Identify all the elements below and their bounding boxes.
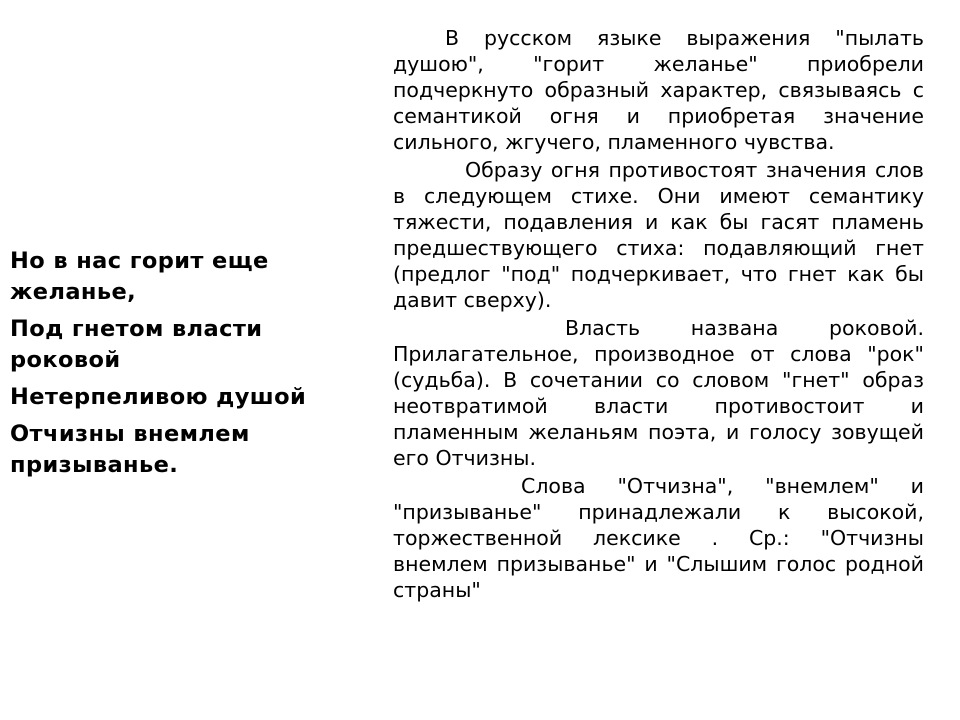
commentary-text [393, 25, 924, 603]
poem-line-4: Отчизны внемлем призыванье. [10, 421, 250, 478]
poem-line-3: Нетерпеливою душой [10, 384, 307, 410]
commentary-paragraph-fate: Власть названа роковой. Прилагательное, производное от слова "рок" (судьба). В сочетании со словом "гнет" образ неотвратимой власти противостоит и пламенным желаньям поэта, и голосу зовущей его Отчизны. [393, 316, 924, 470]
poem-line-1: Но в нас горит еще желанье, [10, 248, 269, 305]
poem-line-2: Под гнетом власти роковой [10, 316, 263, 373]
commentary-paragraph-oppression: Образу огня противостоят значения слов в следующем стихе. Они имеют семантику тяжести, подавления и как бы гасят пламень предшествующего стиха: подавляющий гнет (предлог "под" подчеркивает, что гнет как бы давит сверху). [393, 158, 924, 312]
commentary-paragraph-fire: В русском языке выражения "пылать душою", "горит желанье" приобрели подчеркнуто образный характер, связываясь с семантикой огня и приобретая значение сильного, жгучего, пламенного чувства. [393, 26, 924, 154]
poem-quote [10, 246, 355, 481]
commentary-paragraph-lexicon: Слова "Отчизна", "внемлем" и "призыванье" принадлежали к высокой, торжественной лексике . Ср.: "Отчизны внемлем призыванье" и "Слышим голос родной страны" [393, 474, 924, 602]
